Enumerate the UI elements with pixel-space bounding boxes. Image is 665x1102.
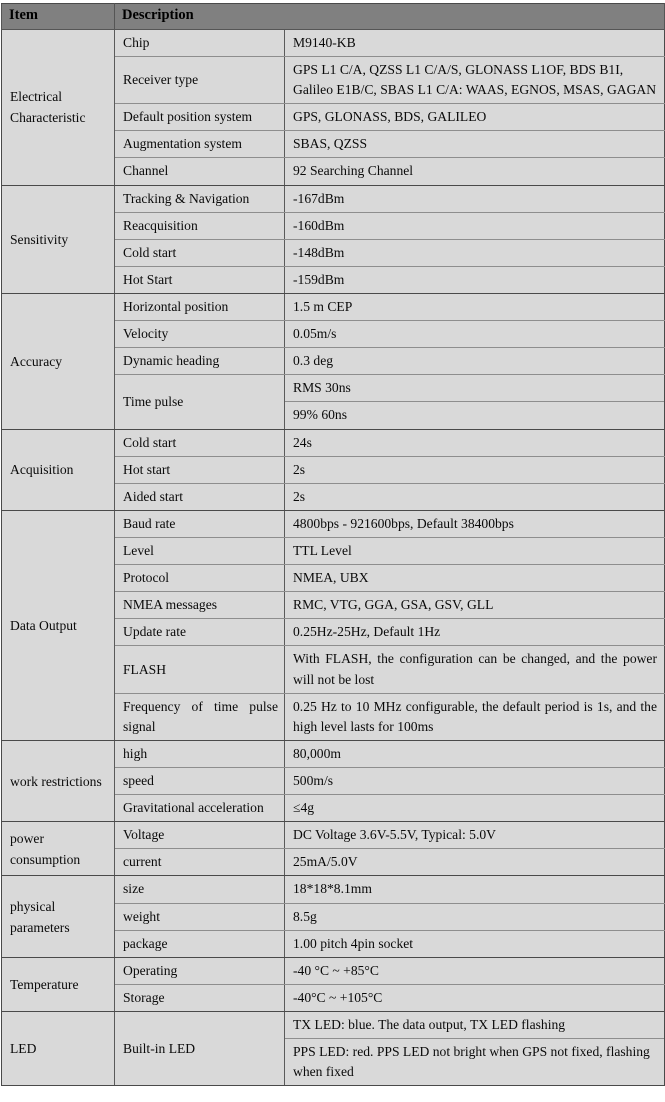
group-label-cell: Acquisition (2, 429, 115, 510)
spec-value-line: RMS 30ns (285, 375, 664, 402)
group-label-cell: physical parameters (2, 876, 115, 957)
spec-value-cell: 500m/s (285, 768, 665, 795)
spec-label-cell: Gravitational acceleration (115, 795, 285, 822)
table-row (2, 510, 665, 537)
table-row (2, 29, 665, 56)
table-body (2, 29, 665, 1085)
spec-label-cell: size (115, 876, 285, 903)
table-row (2, 740, 665, 767)
table-row (2, 185, 665, 212)
spec-label-cell: Cold start (115, 239, 285, 266)
group-label-cell: Temperature (2, 957, 115, 1011)
spec-label-cell: Frequency of time pulse signal (115, 693, 285, 740)
spec-value-cell: 80,000m (285, 740, 665, 767)
spec-value-cell: 8.5g (285, 903, 665, 930)
spec-label-cell: NMEA messages (115, 592, 285, 619)
spec-label-cell: package (115, 930, 285, 957)
spec-label-cell: Dynamic heading (115, 348, 285, 375)
spec-value-cell: ≤4g (285, 795, 665, 822)
spec-label-cell: Protocol (115, 565, 285, 592)
specification-table (1, 3, 665, 1086)
spec-label-cell: Reacquisition (115, 212, 285, 239)
spec-value-line: 99% 60ns (293, 407, 347, 423)
table-row (2, 822, 665, 849)
spec-label-cell: Built-in LED (115, 1011, 285, 1085)
column-header-item: Item (2, 4, 115, 30)
spec-value-cell: GPS, GLONASS, BDS, GALILEO (285, 104, 665, 131)
spec-label-cell: Horizontal position (115, 294, 285, 321)
spec-value-cell: 1.5 m CEP (285, 294, 665, 321)
group-label-cell: power consumption (2, 822, 115, 876)
spec-label-cell: Tracking & Navigation (115, 185, 285, 212)
header-row (2, 4, 665, 30)
spec-value-cell: 24s (285, 429, 665, 456)
spec-value-line: TX LED: blue. The data output, TX LED flashing (285, 1012, 664, 1039)
spec-value-cell-multi (285, 1011, 665, 1085)
spec-value-cell: With FLASH, the configuration can be changed, and the power will not be lost (285, 646, 665, 693)
table-row (2, 876, 665, 903)
spec-value-cell: -160dBm (285, 212, 665, 239)
spec-label-cell: high (115, 740, 285, 767)
spec-value-cell: 2s (285, 456, 665, 483)
spec-label-cell: Update rate (115, 619, 285, 646)
spec-value-cell: M9140-KB (285, 29, 665, 56)
spec-label-cell: Hot start (115, 456, 285, 483)
spec-value-cell-multi (285, 375, 665, 429)
spec-value-cell: 1.00 pitch 4pin socket (285, 930, 665, 957)
spec-value-cell: 0.25Hz-25Hz, Default 1Hz (285, 619, 665, 646)
spec-value-line: PPS LED: red. PPS LED not bright when GPS not fixed, flashing when fixed (293, 1044, 650, 1080)
spec-value-cell: -167dBm (285, 185, 665, 212)
spec-label-cell: FLASH (115, 646, 285, 693)
spec-label-cell: Storage (115, 984, 285, 1011)
spec-label-cell: Time pulse (115, 375, 285, 429)
spec-value-cell: 0.3 deg (285, 348, 665, 375)
group-label-cell: Electrical Characteristic (2, 29, 115, 185)
group-label-cell: work restrictions (2, 740, 115, 821)
spec-label-cell: Receiver type (115, 57, 285, 104)
spec-label-cell: Baud rate (115, 510, 285, 537)
spec-value-cell: SBAS, QZSS (285, 131, 665, 158)
spec-value-cell: 0.05m/s (285, 321, 665, 348)
spec-label-cell: Cold start (115, 429, 285, 456)
spec-label-cell: Level (115, 538, 285, 565)
spec-label-cell: current (115, 849, 285, 876)
spec-label-cell: Channel (115, 158, 285, 185)
spec-value-cell: -40 °C ~ +85°C (285, 957, 665, 984)
spec-value-cell: TTL Level (285, 538, 665, 565)
group-label-cell: Accuracy (2, 294, 115, 430)
spec-label-cell: speed (115, 768, 285, 795)
spec-label-cell: Augmentation system (115, 131, 285, 158)
spec-value-cell: NMEA, UBX (285, 565, 665, 592)
table-row (2, 429, 665, 456)
spec-label-cell: Chip (115, 29, 285, 56)
spec-value-cell: 92 Searching Channel (285, 158, 665, 185)
group-label-cell: Data Output (2, 510, 115, 740)
column-header-description: Description (115, 4, 665, 30)
spec-label-cell: Hot Start (115, 266, 285, 293)
spec-value-cell: -40°C ~ +105°C (285, 984, 665, 1011)
spec-value-cell: GPS L1 C/A, QZSS L1 C/A/S, GLONASS L1OF, BDS B1I, Galileo E1B/C, SBAS L1 C/A: WAAS, EGNOS, MSAS, GAGAN (285, 57, 665, 104)
spec-label-cell: Operating (115, 957, 285, 984)
table-row (2, 957, 665, 984)
table-row (2, 1011, 665, 1085)
table-header (2, 4, 665, 30)
spec-value-cell: DC Voltage 3.6V-5.5V, Typical: 5.0V (285, 822, 665, 849)
spec-value-cell: RMC, VTG, GGA, GSA, GSV, GLL (285, 592, 665, 619)
spec-value-cell: 2s (285, 483, 665, 510)
spec-value-cell: 4800bps - 921600bps, Default 38400bps (285, 510, 665, 537)
spec-label-cell: Default position system (115, 104, 285, 131)
spec-value-cell: -148dBm (285, 239, 665, 266)
group-label-cell: Sensitivity (2, 185, 115, 293)
spec-label-cell: Velocity (115, 321, 285, 348)
spec-value-cell: 25mA/5.0V (285, 849, 665, 876)
spec-label-cell: Aided start (115, 483, 285, 510)
spec-value-cell: 18*18*8.1mm (285, 876, 665, 903)
spec-value-cell: 0.25 Hz to 10 MHz configurable, the default period is 1s, and the high level lasts for 100ms (285, 693, 665, 740)
spec-value-cell: -159dBm (285, 266, 665, 293)
group-label-cell: LED (2, 1011, 115, 1085)
spec-label-cell: weight (115, 903, 285, 930)
spec-label-cell: Voltage (115, 822, 285, 849)
table-row (2, 294, 665, 321)
